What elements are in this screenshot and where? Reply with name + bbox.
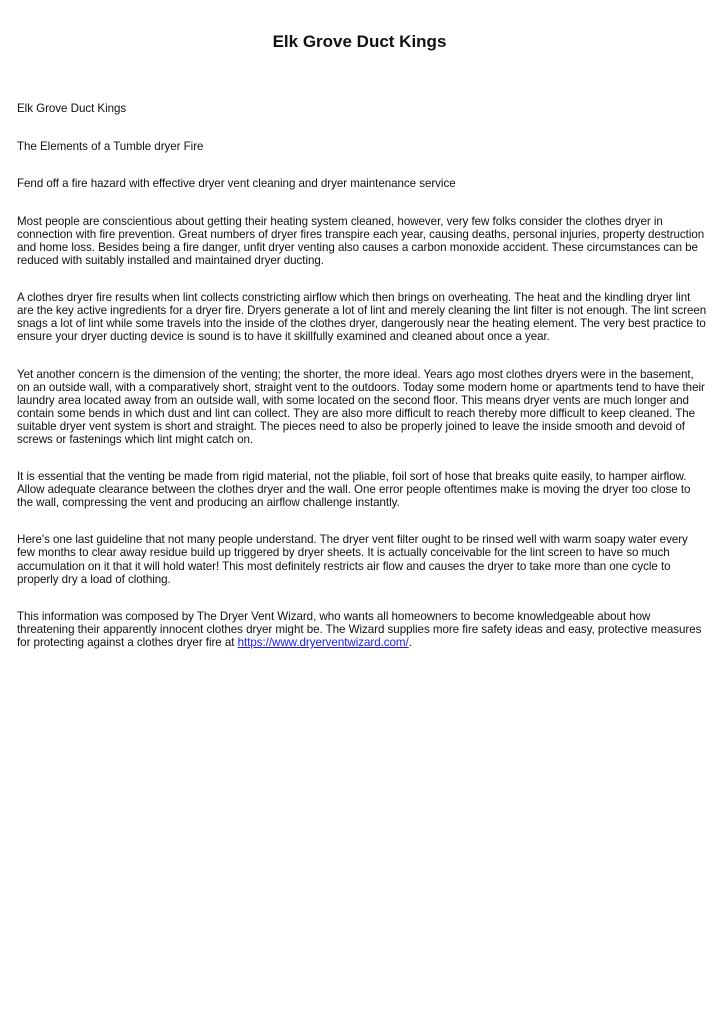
paragraph-rigid-material: It is essential that the venting be made from rigid material, not the pliable, foil sort of hose that breaks quite easily, to hamper airflow. Allow adequate clearance between the clothes dryer and the wall. One error people oftentimes make is moving the dryer too close to the wall, compressing the vent and producing an airflow challenge instantly. [17, 470, 691, 510]
intro-line-heading: The Elements of a Tumble dryer Fire [17, 139, 204, 153]
paragraph-vent-filter: Here's one last guideline that not many people understand. The dryer vent filter ought to be rinsed well with warm soapy water every few months to clear away residue build up triggered by dryer sheets. It is actually conceivable for the lint screen to have so much accumulation on it that it will hold water! This most definitely restricts air flow and causes the dryer to take more than one cycle to properly dry a load of clothing. [17, 533, 688, 586]
intro-line-company: Elk Grove Duct Kings [17, 102, 127, 115]
intro-line-subheading: Fend off a fire hazard with effective dryer vent cleaning and dryer maintenance service [17, 177, 456, 191]
page-title: Elk Grove Duct Kings [272, 32, 447, 51]
paragraph-heating-system: Most people are conscientious about getting their heating system cleaned, however, very few folks consider the clothes dryer in connection with fire prevention. Great numbers of dryer fires transpire each year, causing deaths, personal injuries, property destruction and home loss. Besides being a fire danger, unfit dryer venting also causes a carbon monoxide accident. These circumstances can be reduced with suitably installed and maintained dryer ducting. [17, 214, 705, 268]
closing-text: This information was composed by The Dryer Vent Wizard, who wants all homeowners to become knowledgeable about how threatening their apparently innocent clothes dryer might be. The Wizard supplies more fire safety ideas and easy, protective measures for protecting against a clothes dryer fire at [17, 609, 702, 649]
closing-suffix: . [408, 635, 412, 649]
paragraph-vent-length: Yet another concern is the dimension of the venting; the shorter, the more ideal. Years ago most clothes dryers were in the basement, on an outside wall, with a comparatively short, straight vent to the outdoors. Today some modern home or apartments tend to have their laundry area located away from an outside wall, with some located on the second floor. This means dryer vents are much longer and contain some bends in which dust and lint can collect. They are also more difficult to reach thereby more difficult to keep cleaned. The suitable dryer vent system is short and straight. The pieces need to also be properly joined to leave the inside smooth and devoid of screws or fastenings which lint might catch on. [17, 367, 705, 446]
document-body [17, 102, 707, 673]
paragraph-closing [17, 610, 707, 649]
dryer-vent-wizard-link[interactable]: https://www.dryerventwizard.com/ [237, 635, 409, 649]
paragraph-lint-fire: A clothes dryer fire results when lint collects constricting airflow which then brings on overheating. The heat and the kindling dryer lint are the key active ingredients for a dryer fire. Dryers generate a lot of lint and merely cleaning the lint filter is not enough. The lint screen snags a lot of lint while some travels into the inside of the clothes dryer, dangerously near the heating element. The very best practice to ensure your dryer ducting device is sound is to have it skillfully examined and cleaned about once a year. [17, 291, 707, 344]
